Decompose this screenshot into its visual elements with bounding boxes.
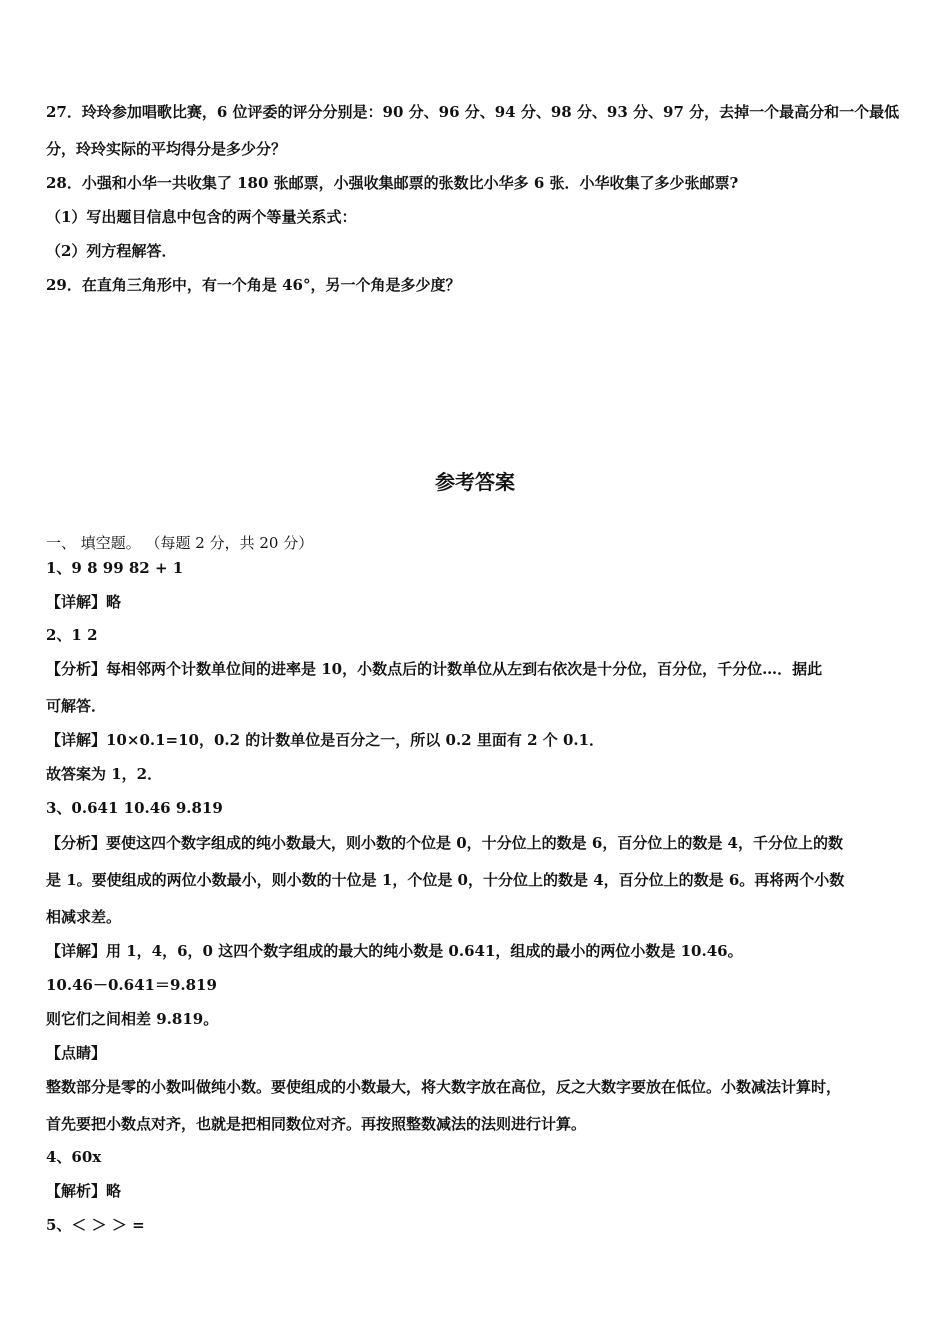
answer-3-conclusion: 则它们之间相差 9.819。 (46, 1010, 219, 1028)
answer-3-analysis-line-2: 是 1。要使组成的两位小数最小，则小数的十位是 1，个位是 0，十分位上的数是 4，百分位上的数是 6。再将两个小数 (46, 871, 845, 889)
answer-5: 5、＜ ＞ ＞ = (46, 1216, 145, 1234)
answer-3-tip-line-1: 整数部分是零的小数叫做纯小数。要使组成的小数最大，将大数字放在高位，反之大数字要放在低位。小数减法计算时， (46, 1078, 842, 1096)
answer-2-analysis-line-2: 可解答． (46, 697, 107, 715)
section-heading: 一、 填空题。 （每题 2 分，共 20 分） (46, 534, 314, 552)
answer-3-analysis-line-1: 【分析】要使这四个数字组成的纯小数最大，则小数的个位是 0，十分位上的数是 6，百分位上的数是 4，千分位上的数 (46, 834, 843, 852)
answer-2-detail: 【详解】10×0.1=10，0.2 的计数单位是百分之一，所以 0.2 里面有 2 个 0.1． (46, 731, 605, 749)
answers-title: 参考答案 (435, 470, 515, 494)
answer-3-detail: 【详解】用 1，4，6，0 这四个数字组成的最大的纯小数是 0.641，组成的最小的两位小数是 10.46。 (46, 942, 743, 960)
question-27-line-1: 27．玲玲参加唱歌比赛，6 位评委的评分分别是：90 分、96 分、94 分、98 分、93 分、97 分，去掉一个最高分和一个最低 (46, 103, 900, 121)
answer-3-calculation: 10.46－0.641＝9.819 (46, 976, 217, 994)
question-28-part-2: （2）列方程解答． (46, 242, 177, 260)
question-29-line-1: 29．在直角三角形中，有一个角是 46°，另一个角是多少度？ (46, 276, 461, 294)
answer-4: 4、60x (46, 1148, 102, 1166)
question-28-part-1: （1）写出题目信息中包含的两个等量关系式： (46, 208, 357, 226)
answer-1-detail: 【详解】略 (46, 593, 122, 611)
question-27-line-2: 分，玲玲实际的平均得分是多少分？ (46, 140, 287, 158)
answer-3-tip-label: 【点睛】 (46, 1044, 107, 1062)
answer-2: 2、1 2 (46, 626, 98, 644)
answer-3-tip-line-2: 首先要把小数点对齐，也就是把相同数位对齐。再按照整数减法的法则进行计算。 (46, 1115, 587, 1133)
answer-3-analysis-line-3: 相减求差。 (46, 908, 122, 926)
answer-2-analysis-line-1: 【分析】每相邻两个计数单位间的进率是 10，小数点后的计数单位从左到右依次是十分位，百分位，千分位…．据此 (46, 660, 823, 678)
question-28-line-1: 28．小强和小华一共收集了 180 张邮票，小强收集邮票的张数比小华多 6 张．小华收集了多少张邮票? (46, 174, 739, 192)
answer-3: 3、0.641 10.46 9.819 (46, 799, 223, 817)
answer-4-analysis: 【解析】略 (46, 1182, 122, 1200)
answer-1: 1、9 8 99 82 + 1 (46, 559, 184, 577)
answer-2-conclusion: 故答案为 1，2． (46, 765, 163, 783)
